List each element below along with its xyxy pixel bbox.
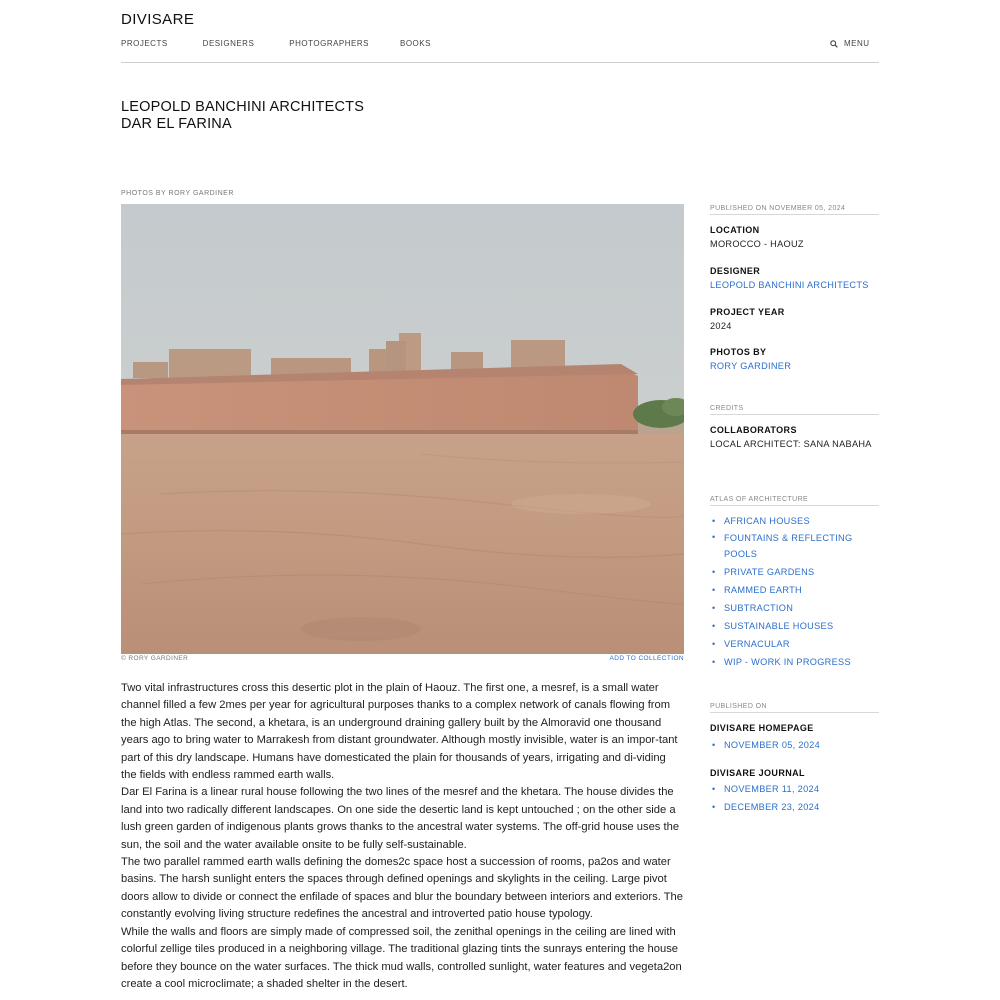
photos-by-label: PHOTOS BY — [710, 347, 767, 357]
designer-link[interactable]: LEOPOLD BANCHINI ARCHITECTS — [710, 280, 869, 290]
journal-label: DIVISARE JOURNAL — [710, 768, 805, 778]
published-on-label: PUBLISHED ON — [710, 703, 879, 713]
header-divider — [121, 62, 879, 63]
homepage-label: DIVISARE HOMEPAGE — [710, 723, 814, 733]
nav-designers[interactable]: DESIGNERS — [202, 39, 255, 48]
nav-photographers[interactable]: PHOTOGRAPHERS — [289, 39, 369, 48]
atlas-label: ATLAS OF ARCHITECTURE — [710, 496, 879, 506]
homepage-dates — [710, 736, 879, 754]
homepage-date-link[interactable]: NOVEMBER 05, 2024 — [724, 740, 820, 750]
title-project: DAR EL FARINA — [121, 116, 232, 132]
list-item — [710, 581, 879, 599]
list-item — [710, 635, 879, 653]
atlas-link-sustainable-houses[interactable]: SUSTAINABLE HOUSES — [724, 621, 834, 631]
atlas-link-fountains[interactable]: FOUNTAINS & REFLECTING POOLS — [724, 533, 853, 559]
designer-label: DESIGNER — [710, 266, 761, 276]
atlas-list — [710, 512, 879, 671]
atlas-link-rammed-earth[interactable]: RAMMED EARTH — [724, 585, 802, 595]
paragraph: Dar El Farina is a linear rural house following the two lines of the mesref and the khetara. The house divides the land into two radically different landscapes. On one side the desertic land is kept untouched ; on the other side a lush green garden of indigenous plants grows thanks to the ancestral water systems. The off-grid house uses the sun, the soil and the water available onsite to be fully self-sustainable. — [121, 786, 680, 851]
atlas-link-private-gardens[interactable]: PRIVATE GARDENS — [724, 567, 815, 577]
paragraph: While the walls and floors are simply made of compressed soil, the zenithal openings in the ceiling are lined with colorful zellige tiles produced in a neighboring village. The traditional glazing tints the sunrays entering the house before they bounce on the water surfaces. The thick mud walls, controlled sunlight, water features and vegeta2on create a cool microclimate; a shaded shelter in the desert. — [121, 925, 682, 990]
list-item — [710, 736, 879, 754]
project-year-value: 2024 — [710, 321, 732, 331]
list-item — [710, 530, 879, 563]
journal-date-link[interactable]: DECEMBER 23, 2024 — [724, 802, 820, 812]
location-label: LOCATION — [710, 225, 760, 235]
list-item — [710, 780, 879, 798]
title-designer: LEOPOLD BANCHINI ARCHITECTS — [121, 99, 365, 115]
collaborators-label: COLLABORATORS — [710, 425, 797, 435]
published-date-label: PUBLISHED ON NOVEMBER 05, 2024 — [710, 205, 879, 215]
journal-date-link[interactable]: NOVEMBER 11, 2024 — [724, 784, 820, 794]
location-value: MOROCCO - HAOUZ — [710, 239, 804, 249]
menu-button[interactable] — [830, 39, 870, 48]
list-item — [710, 798, 879, 816]
list-item — [710, 512, 879, 530]
atlas-link-african-houses[interactable]: AFRICAN HOUSES — [724, 516, 810, 526]
page-title — [121, 99, 364, 133]
journal-dates — [710, 780, 879, 816]
list-item — [710, 563, 879, 581]
photo-illustration — [121, 204, 684, 654]
nav-projects[interactable]: PROJECTS — [121, 39, 168, 48]
atlas-link-vernacular[interactable]: VERNACULAR — [724, 639, 790, 649]
paragraph: The two parallel rammed earth walls defining the domes2c space host a succession of rooms, pa2os and water basins. The harsh sunlight enters the spaces through defined openings and skylights in the ceiling. Large pivot doors allow to divide or connect the enfilade of spaces and blur the boundary between interiors and exteriors. The constantly evolving living structure redefines the ancestral and introverted patio house typology. — [121, 856, 683, 921]
photo-credit: © RORY GARDINER — [121, 655, 189, 662]
nav-books[interactable]: BOOKS — [400, 39, 431, 48]
credits-label: CREDITS — [710, 405, 879, 415]
paragraph: Two vital infrastructures cross this desertic plot in the plain of Haouz. The first one, a mesref, is a small water channel filled a few 2mes per year for agricultural purposes thanks to a complex network of canals flowing from the high Atlas. The second, a khetara, is an underground draining gallery built by the Almoravid one thousand years ago to bring water to Marrakesh from distant groundwater. Although mostly invisible, water is an impor-tant part of this dry landscape. Humans have domesticated the plain for thousands of years, irrigating and di-viding the fields with endless rammed earth walls. — [121, 682, 678, 782]
list-item — [710, 617, 879, 635]
atlas-link-wip[interactable]: WIP - WORK IN PROGRESS — [724, 657, 851, 667]
project-photo[interactable] — [121, 204, 684, 654]
search-icon — [830, 40, 838, 48]
main-nav — [121, 39, 431, 48]
atlas-link-subtraction[interactable]: SUBTRACTION — [724, 603, 794, 613]
site-logo[interactable]: DIVISARE — [121, 11, 195, 28]
photos-by-caption: PHOTOS BY RORY GARDINER — [121, 190, 234, 197]
collaborators-value: LOCAL ARCHITECT: SANA NABAHA — [710, 439, 872, 449]
article-body — [121, 680, 684, 993]
project-year-label: PROJECT YEAR — [710, 307, 785, 317]
list-item — [710, 653, 879, 671]
list-item — [710, 599, 879, 617]
add-to-collection-link[interactable]: ADD TO COLLECTION — [609, 655, 684, 662]
menu-label: MENU — [844, 39, 870, 48]
photographer-link[interactable]: RORY GARDINER — [710, 361, 792, 371]
